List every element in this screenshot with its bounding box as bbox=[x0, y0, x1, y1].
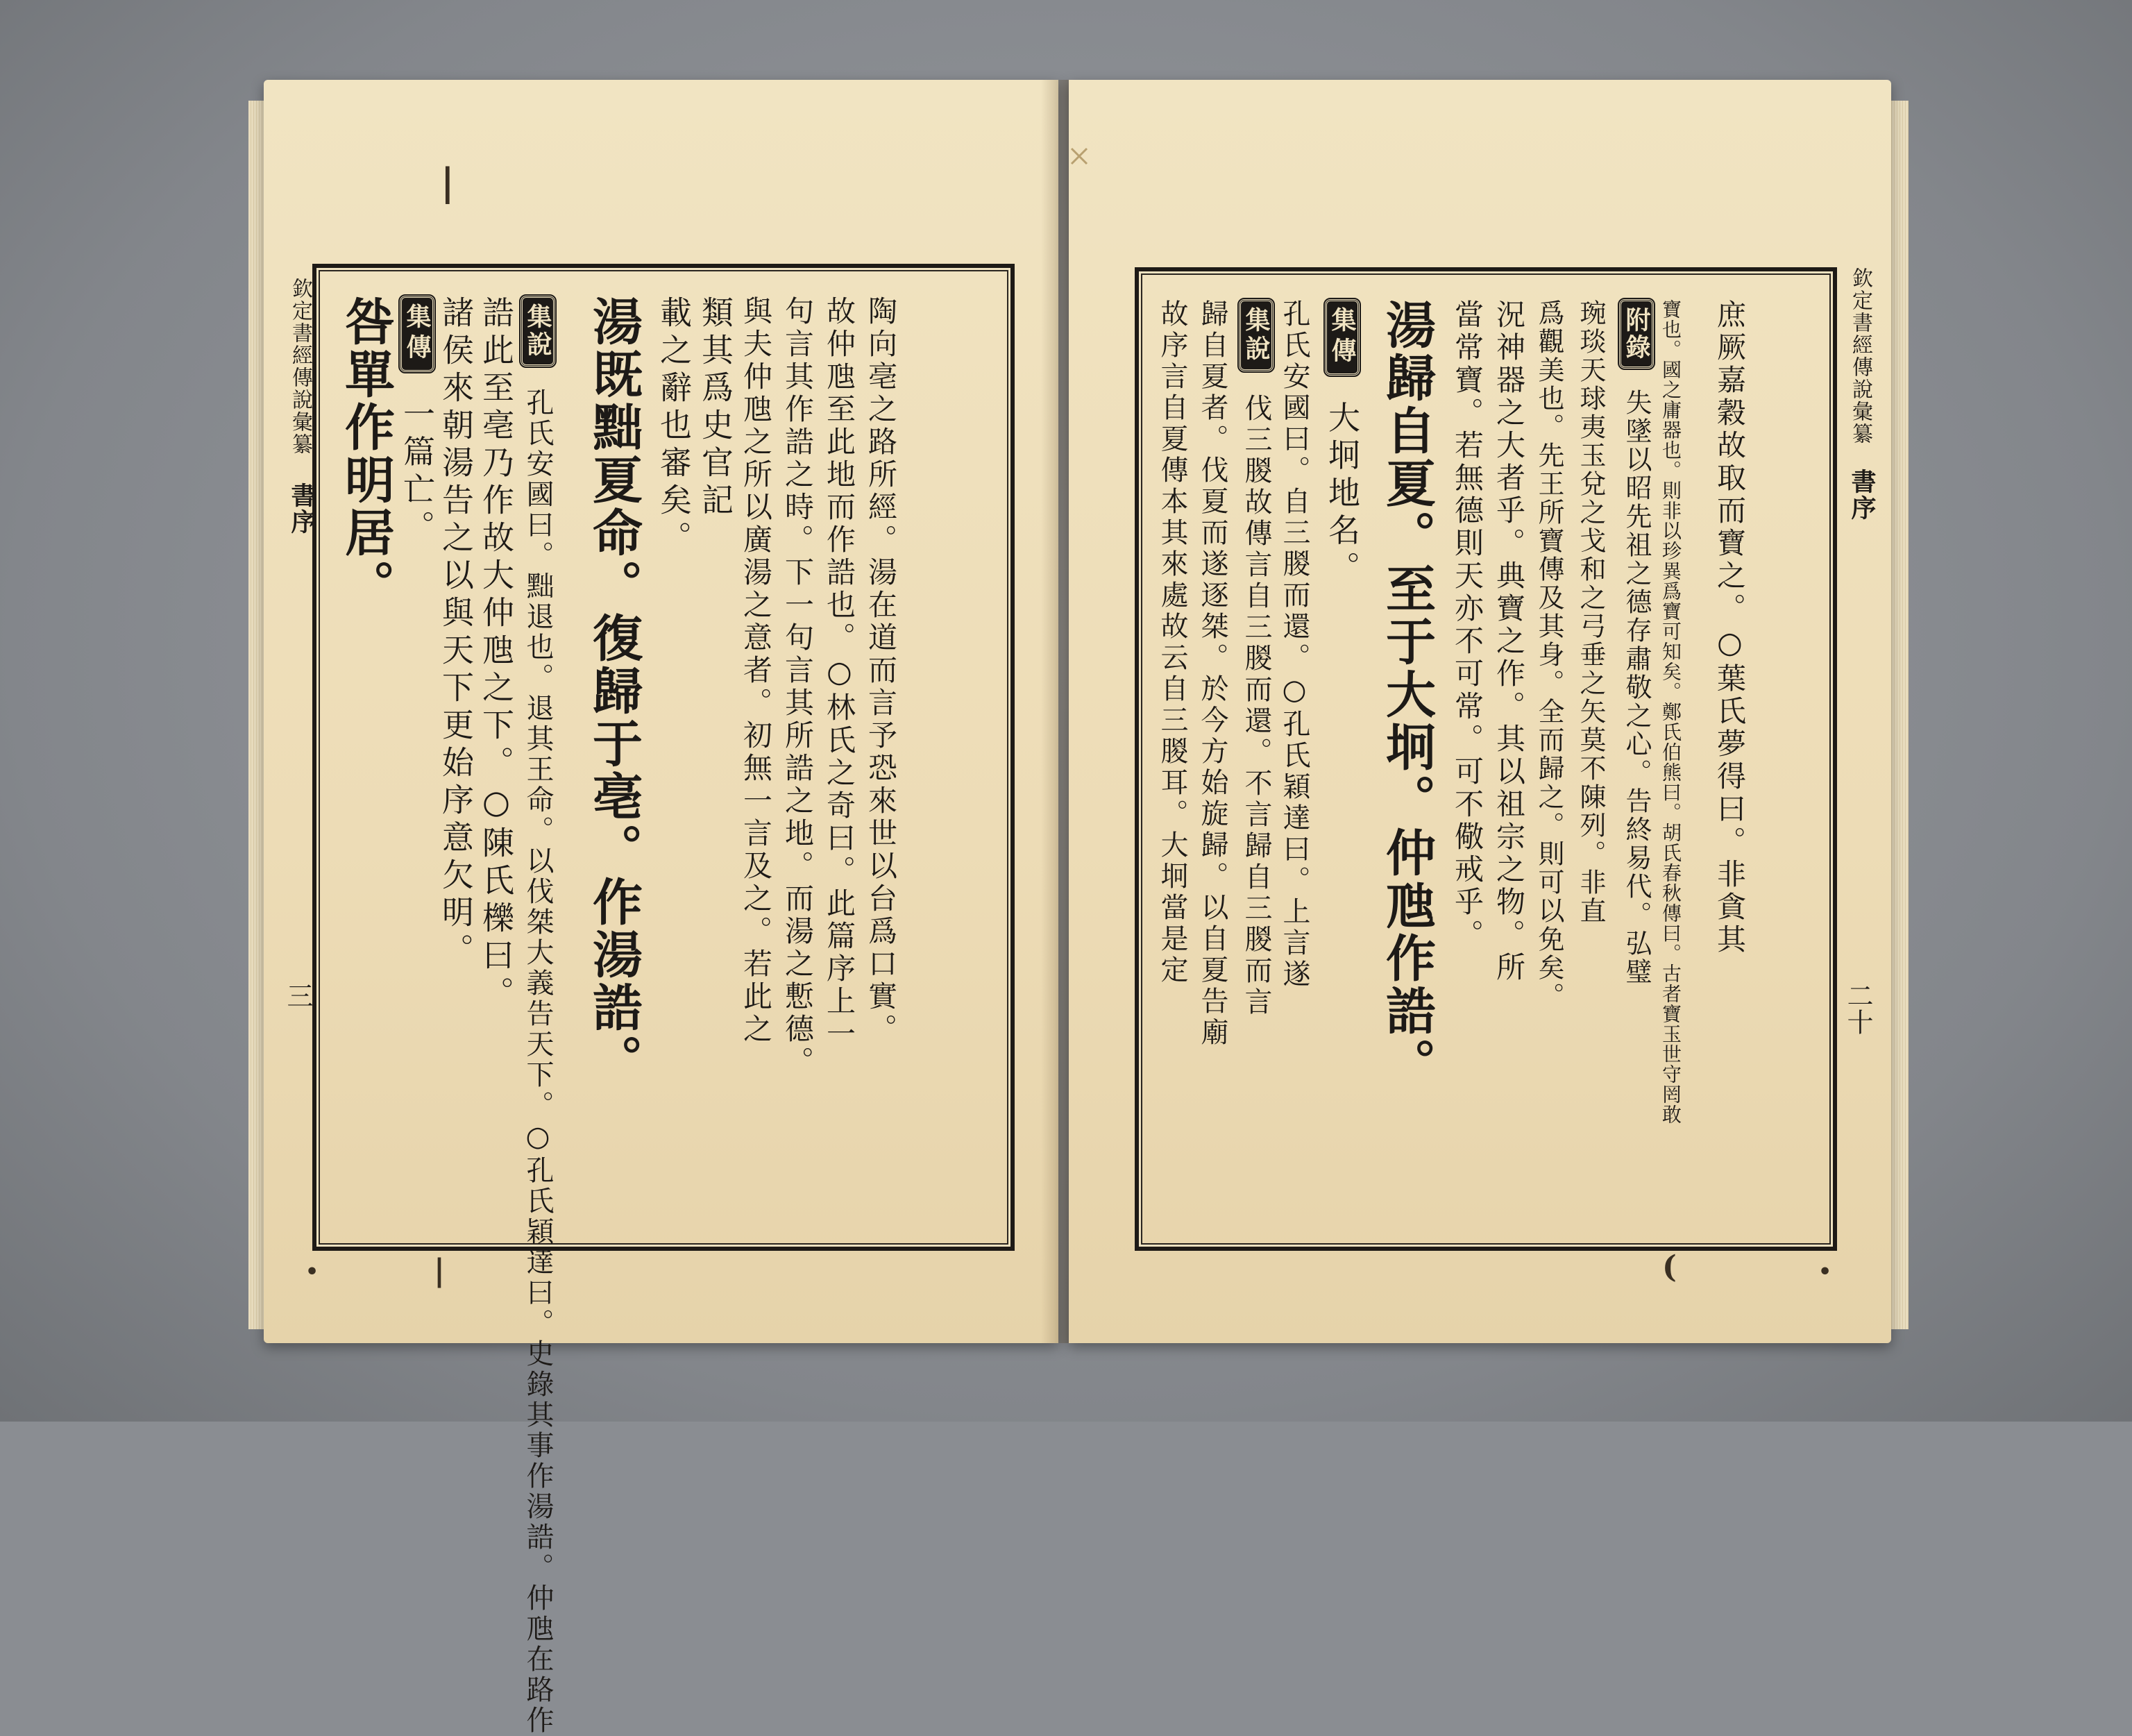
column-text: 當常寶。若無德則天亦不可常。可不儆戒乎。 bbox=[1450, 299, 1484, 952]
ink-mark: • bbox=[1818, 1260, 1832, 1284]
column-text: 故仲虺至此地而作誥也。○林氏之奇曰。此篇序上一 bbox=[822, 296, 856, 1051]
right-col-6 bbox=[1378, 299, 1437, 1090]
column-text: 琬琰天球夷玉兌之戈和之弓垂之矢莫不陳列。非直 bbox=[1575, 299, 1606, 925]
column-text: 孔氏安國曰。黜退也。退其王命。以伐桀大義告天下。○孔氏穎達曰。史錄其事作湯誥。仲虺在路作 bbox=[522, 387, 554, 1736]
left-col-4 bbox=[477, 296, 515, 1013]
column-text: 類其爲史官記 bbox=[697, 296, 734, 521]
right-col-2 bbox=[1196, 299, 1228, 1049]
column-text: 湯歸自夏。至于大坰。仲虺作誥。 bbox=[1378, 299, 1437, 1090]
left-col-1 bbox=[337, 296, 396, 612]
left-col-10 bbox=[781, 296, 815, 1079]
right-page-number: 二十 bbox=[1843, 982, 1873, 1035]
annotation-tag: 集傳 bbox=[400, 296, 434, 372]
right-col-10 bbox=[1577, 299, 1604, 925]
right-col-8 bbox=[1492, 299, 1526, 984]
column-text: 湯既黜夏命。復歸于亳。作湯誥。 bbox=[584, 296, 643, 1087]
column-text: 誥此至亳乃作故大仲虺之下。○陳氏櫟曰。 bbox=[477, 296, 515, 1013]
right-col-7 bbox=[1450, 299, 1484, 952]
ink-mark: | bbox=[434, 1253, 446, 1288]
left-page bbox=[264, 80, 1058, 1736]
annotation-tag: 集傳 bbox=[1325, 299, 1360, 376]
left-text-frame bbox=[312, 264, 1015, 1736]
column-text: 爲觀美也。先王所寶傳及其身。全而歸之。則可以免矣。 bbox=[1534, 299, 1564, 1011]
right-col-5 bbox=[1325, 299, 1360, 589]
column-text: 大坰地名。 bbox=[1323, 401, 1361, 589]
column-text: 句言其作誥之時。下一句言其所誥之地。而湯之慙德。 bbox=[781, 296, 815, 1079]
right-text-frame bbox=[1135, 267, 1837, 1251]
left-col-9 bbox=[739, 296, 773, 1046]
column-text: 一篇亡。 bbox=[398, 397, 436, 548]
ink-mark: • bbox=[305, 1260, 319, 1284]
left-col-2 bbox=[400, 296, 434, 548]
column-text: 孔氏安國曰。自三朡而還。○孔氏穎達曰。上言遂 bbox=[1278, 299, 1310, 991]
column-text: 諸侯來朝湯告之以與天下更始序意欠明。 bbox=[437, 296, 475, 970]
annotation-tag: 集說 bbox=[521, 296, 555, 366]
right-col-12 bbox=[1661, 299, 1680, 1124]
right-col-13 bbox=[1713, 299, 1747, 957]
binding-thread bbox=[1069, 146, 1090, 167]
column-text: 與夫仲虺之所以廣湯之意者。初無一言及之。若此之 bbox=[739, 296, 773, 1046]
column-text: 庶厥嘉穀故取而寶之。○葉氏夢得曰。非貪其 bbox=[1713, 299, 1747, 957]
right-margin-title: 欽定書經傳說彙纂 bbox=[1848, 267, 1872, 445]
column-text: 伐三朡故傳言自三朡而還。不言歸自三朡而言 bbox=[1240, 393, 1272, 1018]
column-text: 載之辭也審矣。 bbox=[655, 296, 693, 558]
left-col-8 bbox=[697, 296, 734, 521]
column-text: 故序言自夏傳本其來處故云自三朡耳。大坰當是定 bbox=[1156, 299, 1188, 986]
left-col-3 bbox=[437, 296, 475, 970]
right-col-11 bbox=[1619, 299, 1654, 986]
right-col-9 bbox=[1536, 299, 1562, 1011]
right-col-3 bbox=[1239, 299, 1274, 1018]
right-col-1 bbox=[1158, 299, 1186, 986]
annotation-tag: 附錄 bbox=[1619, 299, 1654, 369]
column-text: 陶向亳之路所經。湯在道而言予恐來世以台爲口實。 bbox=[864, 296, 898, 1046]
column-text: 歸自夏者。伐夏而遂逐桀。於今方始旋歸。以自夏告廟 bbox=[1196, 299, 1228, 1049]
annotation-tag: 集說 bbox=[1239, 299, 1274, 371]
column-text: 咎單作明居。 bbox=[337, 296, 396, 612]
left-margin-title: 欽定書經傳說彙纂 bbox=[288, 278, 312, 455]
open-book bbox=[264, 80, 1891, 1736]
column-text: 寶也。國之庸器也。則非以珍異爲寶可知矣。鄭氏伯熊曰。胡氏春秋傳曰。古者寶玉世守罔敢 bbox=[1659, 299, 1682, 1124]
left-col-6 bbox=[584, 296, 643, 1087]
column-text: 況神器之大者乎。典寶之作。其以祖宗之物。所 bbox=[1492, 299, 1526, 984]
left-col-11 bbox=[824, 296, 854, 1051]
ink-mark: | bbox=[441, 160, 455, 204]
right-section-label: 書序 bbox=[1847, 469, 1877, 521]
left-col-7 bbox=[655, 296, 693, 558]
left-col-5 bbox=[521, 296, 555, 1736]
column-text: 失墜以昭先祖之德存肅敬之心。告終易代。弘璧 bbox=[1621, 389, 1652, 987]
ink-mark: ( bbox=[1662, 1249, 1677, 1285]
left-page-number: 三 bbox=[282, 982, 313, 1009]
left-col-12 bbox=[864, 296, 898, 1046]
left-section-label: 書序 bbox=[287, 482, 316, 535]
right-page bbox=[1069, 80, 1891, 1343]
right-col-4 bbox=[1280, 299, 1308, 991]
